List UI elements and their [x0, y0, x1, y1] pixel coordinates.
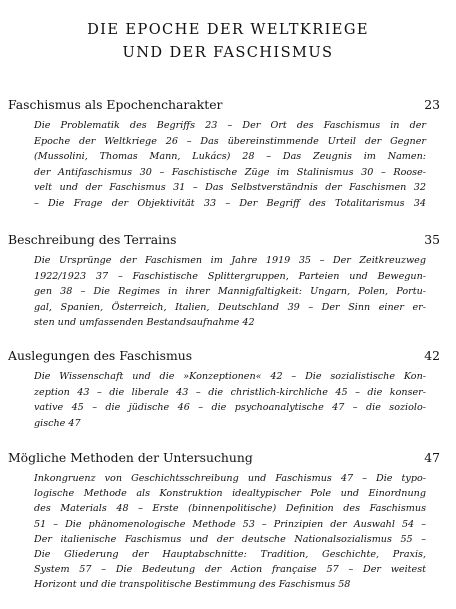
summary-line: System 57 – Die Bedeutung der Action française 57 – Der weitest [34, 564, 426, 576]
summary-line: gen 38 – Die Regimes in ihrer Mannigfaltigkeit: Ungarn, Polen, Portu- [34, 286, 426, 298]
chapter-title-line-1: DIE EPOCHE DER WELTKRIEGE [87, 21, 369, 38]
summary-line: Die Wissenschaft und die »Konzeptionen« 42 – Die sozialistische Kon- [34, 371, 426, 382]
toc-section-auslegungen-des-faschismus [8, 347, 440, 431]
summary-line: der Antifaschismus 30 – Faschistische Züge im Stalinismus 30 – Roose- [34, 166, 426, 178]
summary-line: logische Methode als Konstruktion idealtypischer Pole und Einordnung [34, 488, 426, 500]
section-summary [34, 253, 426, 331]
section-heading-row [8, 96, 440, 113]
summary-line: gal, Spanien, Österreich, Italien, Deutschland 39 – Der Sinn einer er- [34, 301, 426, 313]
section-heading-row [8, 449, 440, 466]
chapter-title-line-2: UND DER FASCHISMUS [122, 44, 334, 61]
summary-line: Horizont und die transpolitische Bestimmung des Faschismus 58 [34, 579, 351, 591]
summary-line: Die Problematik des Begriffs 23 – Der Ort des Faschismus in der [34, 120, 426, 131]
section-summary [34, 118, 426, 212]
summary-line: velt und der Faschismus 31 – Das Selbstverständnis der Faschismen 32 [34, 182, 426, 194]
summary-line: zeption 43 – die liberale 43 – die christlich-kirchliche 45 – die konser- [34, 386, 426, 398]
toc-section-beschreibung-des-terrains [8, 231, 440, 331]
summary-line: – Die Frage der Objektivität 33 – Der Begriff des Totalitarismus 34 [34, 197, 426, 209]
section-page-number: 47 [424, 450, 440, 465]
summary-line: Inkongruenz von Geschichtsschreibung und Faschismus 47 – Die typo- [34, 473, 426, 484]
summary-line: Der italienische Faschismus und der deutsche Nationalsozialismus 55 – [34, 533, 426, 545]
summary-line: vative 45 – die jüdische 46 – die psychoanalytische 47 – die soziolo- [34, 402, 426, 414]
section-heading-row [8, 347, 440, 364]
section-page-number: 23 [424, 97, 440, 112]
summary-line: 1922/1923 37 – Faschistische Splittergruppen, Parteien und Bewegun- [34, 270, 426, 282]
summary-line: Die Ursprünge der Faschismen im Jahre 1919 35 – Der Zeitkreuzweg [34, 255, 426, 266]
summary-line: 51 – Die phänomenologische Methode 53 – Prinzipien der Auswahl 54 – [34, 518, 426, 530]
summary-line: gische 47 [34, 417, 81, 429]
section-heading-row [8, 231, 440, 248]
summary-line: (Mussolini, Thomas Mann, Lukács) 28 – Das Zeugnis im Namen: [34, 151, 426, 163]
section-page-number: 35 [424, 232, 440, 247]
summary-line: Die Gliederung der Hauptabschnitte: Tradition, Geschichte, Praxis, [34, 549, 426, 561]
summary-line: sten und umfassenden Bestandsaufnahme 42 [34, 317, 255, 329]
section-heading: Mögliche Methoden der Untersuchung [8, 450, 253, 465]
toc-section-moegliche-methoden [8, 449, 440, 593]
section-page-number: 42 [424, 348, 440, 363]
section-summary [34, 369, 426, 431]
section-heading: Faschismus als Epochencharakter [8, 97, 223, 112]
summary-line: Epoche der Weltkriege 26 – Das übereinstimmende Urteil der Gegner [34, 135, 426, 147]
toc-section-faschismus-als-epochencharakter [8, 96, 440, 212]
section-heading: Auslegungen des Faschismus [8, 348, 193, 363]
summary-line: des Materials 48 – Erste (binnenpolitische) Definition des Faschismus [34, 503, 426, 515]
section-summary [34, 471, 426, 593]
section-heading: Beschreibung des Terrains [8, 232, 177, 247]
